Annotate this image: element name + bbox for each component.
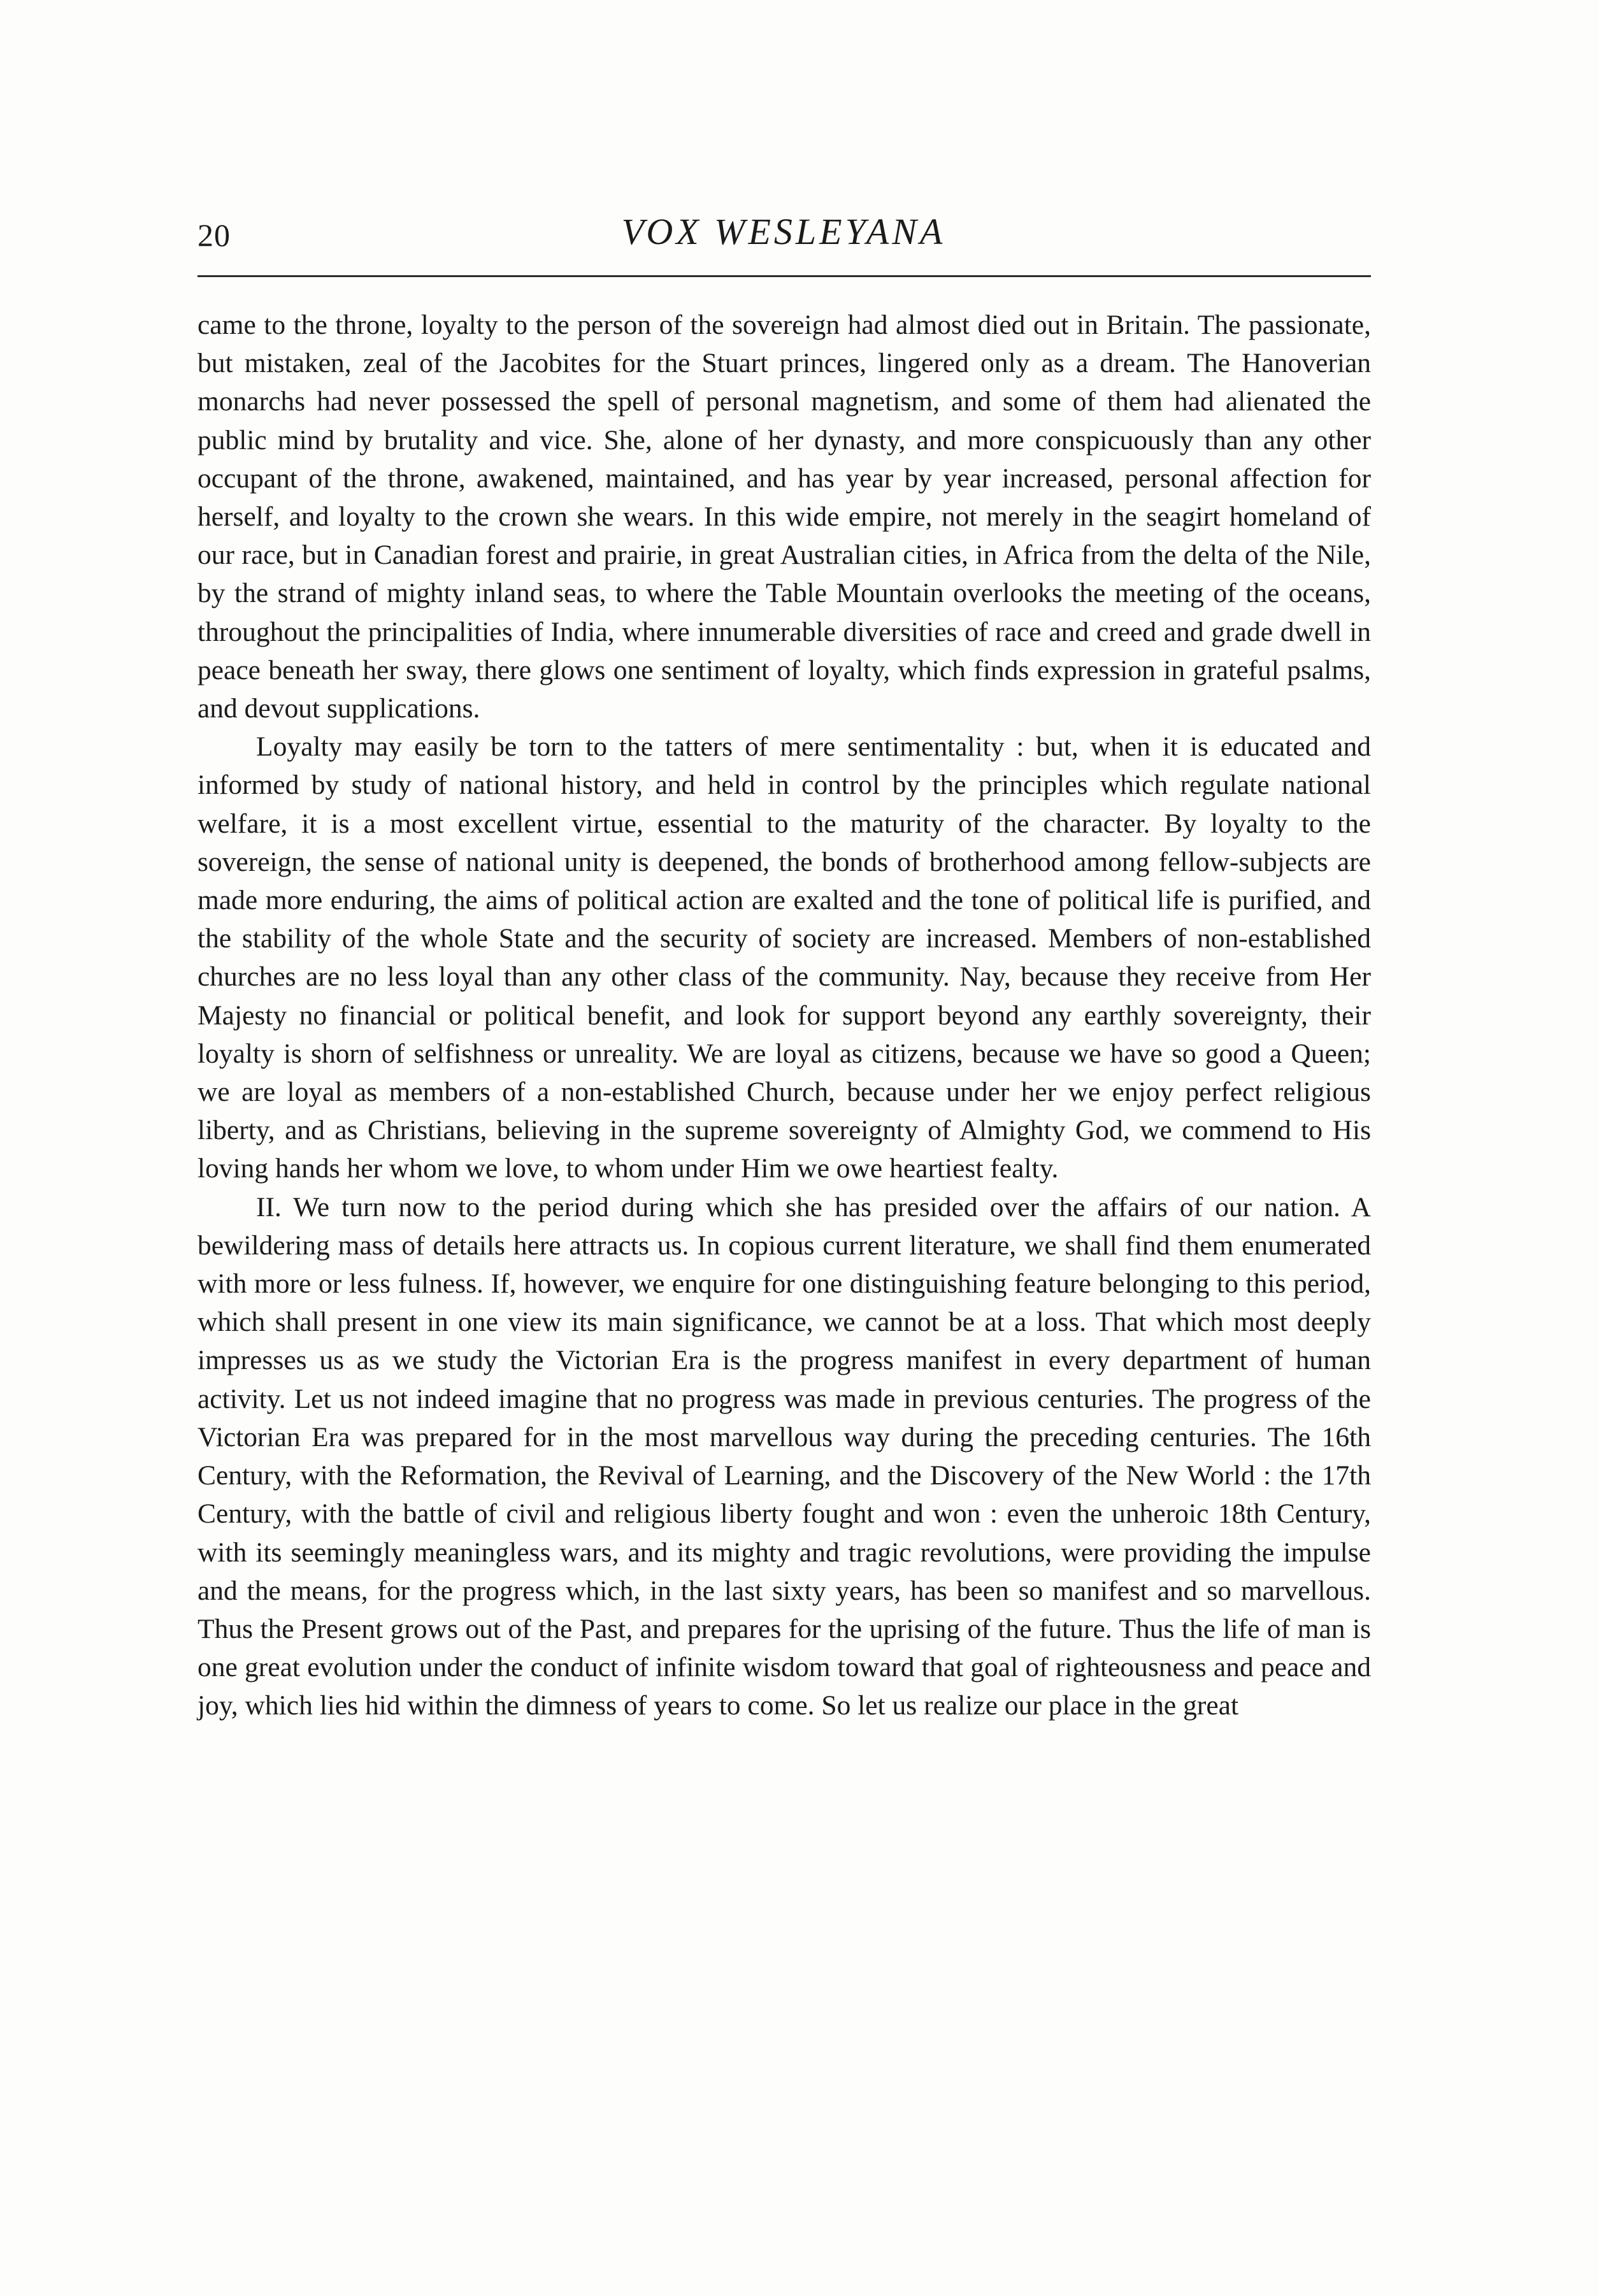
paragraph-continuation: came to the throne, loyalty to the person of the sovereign had almost died out in Britain. The passionate, but mistaken, zeal of the Jacobites for the Stuart princes, lingered only as a dream. The Hanoverian monarchs had never possessed the spell of personal magnetism, and some of them had alienated the public mind by brutality and vice. She, alone of her dynasty, and more conspicuously than any other occupant of the throne, awakened, maintained, and has year by year increased, personal affection for herself, and loyalty to the crown she wears. In this wide empire, not merely in the seagirt homeland of our race, but in Canadian forest and prairie, in great Australian cities, in Africa from the delta of the Nile, by the strand of mighty inland seas, to where the Table Mountain overlooks the meeting of the oceans, throughout the principalities of India, where innumerable diversities of race and creed and grade dwell in peace beneath her sway, there glows one sentiment of loyalty, which finds expression in grateful psalms, and devout supplications. (197, 310, 1371, 724)
page-number: 20 (197, 217, 231, 253)
page-header (197, 210, 1370, 280)
header-rule (197, 275, 1371, 277)
body-text (197, 306, 1371, 1725)
paragraph-victorian-era: II. We turn now to the period during which she has presided over the affairs of our nation. A bewildering mass of details here attracts us. In copious current literature, we shall find them enumerated with more or less fulness. If, however, we enquire for one distinguishing feature belonging to this period, which shall present in one view its main significance, we cannot be at a loss. That which most deeply impresses us as we study the Victorian Era is the progress manifest in every department of human activity. Let us not indeed imagine that no progress was made in previous centuries. The progress of the Victorian Era was prepared for in the most marvellous way during the preceding centuries. The 16th Century, with the Reformation, the Revival of Learning, and the Discovery of the New World : the 17th Century, with the battle of civil and religious liberty fought and won : even the unheroic 18th Century, with its seemingly meaningless wars, and its mighty and tragic revolutions, were providing the impulse and the means, for the progress which, in the last sixty years, has been so manifest and so marvellous. Thus the Present grows out of the Past, and prepares for the uprising of the future. Thus the life of man is one great evolution under the conduct of infinite wisdom toward that goal of righteousness and peace and joy, which lies hid within the dimness of years to come. So let us realize our place in the great (197, 1191, 1371, 1721)
paragraph-loyalty: Loyalty may easily be torn to the tatters of mere sentimentality : but, when it is educated and informed by study of national history, and held in control by the principles which regulate national welfare, it is a most excellent virtue, essential to the maturity of the character. By loyalty to the sovereign, the sense of national unity is deepened, the bonds of brotherhood among fellow-subjects are made more enduring, the aims of political action are exalted and the tone of political life is purified, and the stability of the whole State and the security of society are increased. Members of non-established churches are no less loyal than any other class of the community. Nay, because they receive from Her Majesty no financial or political benefit, and look for support beyond any earthly sovereignty, their loyalty is shorn of selfishness or unreality. We are loyal as citizens, because we have so good a Queen; we are loyal as members of a non-established Church, because under her we enjoy perfect religious liberty, and as Christians, believing in the supreme sovereignty of Almighty God, we commend to His loving hands her whom we love, to whom under Him we owe heartiest fealty. (197, 731, 1371, 1184)
running-title: VOX WESLEYANA (621, 211, 946, 252)
